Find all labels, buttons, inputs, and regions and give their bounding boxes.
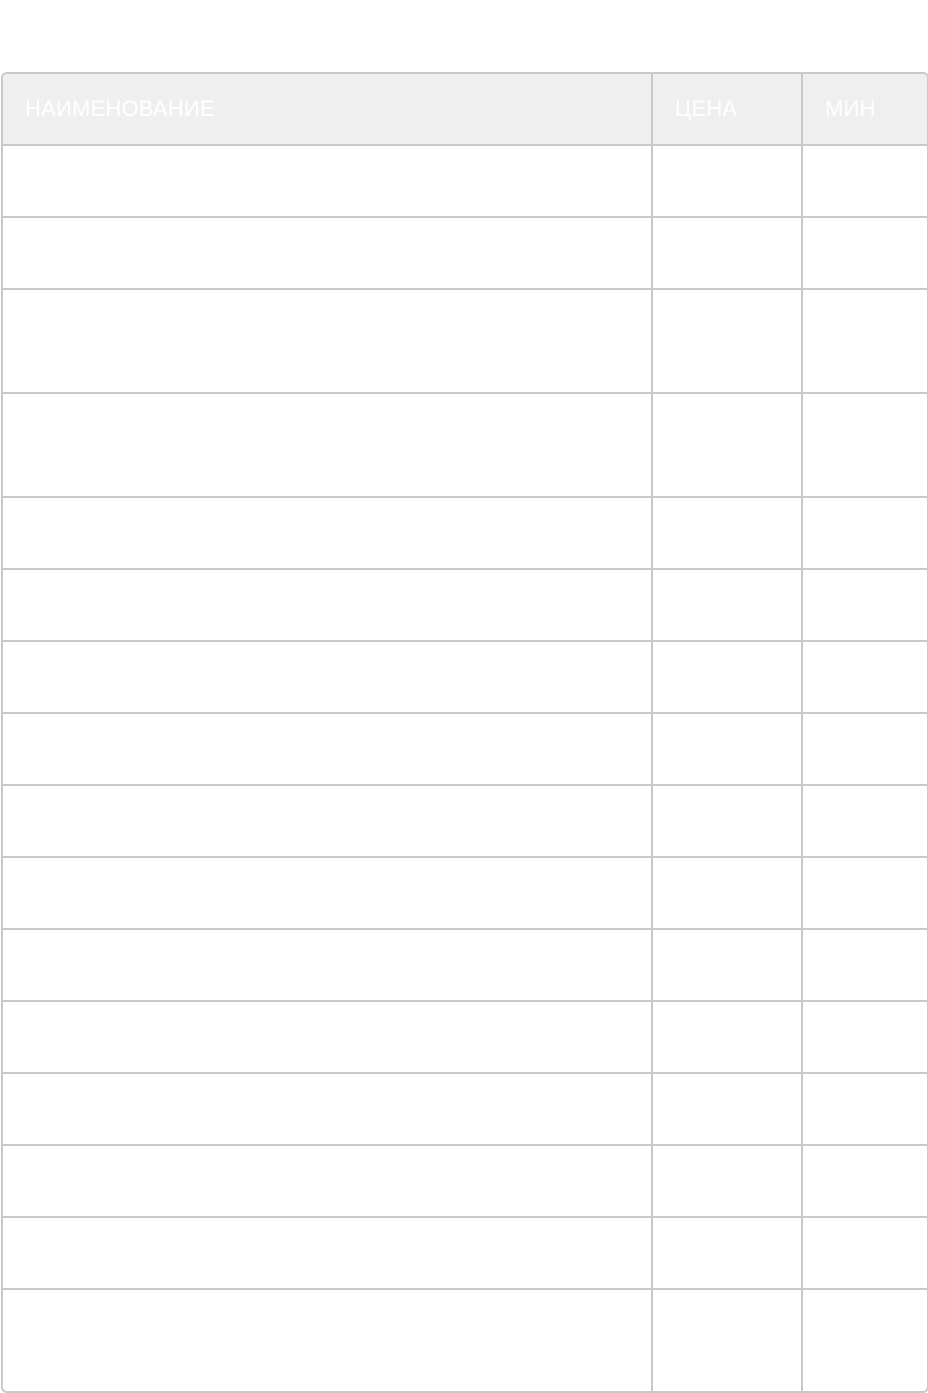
cell-price[interactable]: [652, 1289, 802, 1392]
table-row: [3, 1073, 927, 1145]
table-row: [3, 713, 927, 785]
cell-min[interactable]: [802, 857, 927, 929]
table-header: [3, 74, 927, 145]
cell-name[interactable]: [3, 145, 652, 217]
cell-name[interactable]: [3, 1073, 652, 1145]
cell-price[interactable]: [652, 713, 802, 785]
cell-min[interactable]: [802, 1001, 927, 1073]
cell-name[interactable]: [3, 289, 652, 393]
cell-min[interactable]: [802, 217, 927, 289]
table-row: [3, 1145, 927, 1217]
cell-price[interactable]: [652, 1145, 802, 1217]
cell-name[interactable]: [3, 1145, 652, 1217]
cell-min[interactable]: [802, 713, 927, 785]
cell-price[interactable]: [652, 1001, 802, 1073]
cell-min[interactable]: [802, 929, 927, 1001]
cell-name[interactable]: [3, 393, 652, 497]
cell-name[interactable]: [3, 1217, 652, 1289]
cell-price[interactable]: [652, 1217, 802, 1289]
table-body: [3, 145, 927, 1392]
cell-price[interactable]: [652, 289, 802, 393]
cell-price[interactable]: [652, 785, 802, 857]
cell-min[interactable]: [802, 641, 927, 713]
column-header-price[interactable]: ЦЕНА: [652, 74, 802, 145]
table-row: [3, 1217, 927, 1289]
cell-name[interactable]: [3, 785, 652, 857]
cell-name[interactable]: [3, 569, 652, 641]
cell-price[interactable]: [652, 857, 802, 929]
cell-name[interactable]: [3, 929, 652, 1001]
cell-name[interactable]: [3, 713, 652, 785]
cell-price[interactable]: [652, 641, 802, 713]
cell-price[interactable]: [652, 929, 802, 1001]
cell-name[interactable]: [3, 641, 652, 713]
cell-name[interactable]: [3, 497, 652, 569]
table-row: [3, 929, 927, 1001]
cell-price[interactable]: [652, 569, 802, 641]
cell-name[interactable]: [3, 217, 652, 289]
table-row: [3, 641, 927, 713]
cell-price[interactable]: [652, 145, 802, 217]
price-table-container: [1, 72, 928, 1393]
table-row: [3, 569, 927, 641]
price-table: [3, 74, 927, 1392]
cell-name[interactable]: [3, 1001, 652, 1073]
column-header-min[interactable]: МИН: [802, 74, 927, 145]
table-row: [3, 1289, 927, 1392]
column-header-name[interactable]: НАИМЕНОВАНИЕ: [3, 74, 652, 145]
cell-price[interactable]: [652, 393, 802, 497]
cell-min[interactable]: [802, 145, 927, 217]
cell-min[interactable]: [802, 569, 927, 641]
table-row: [3, 393, 927, 497]
cell-min[interactable]: [802, 1217, 927, 1289]
table-row: [3, 289, 927, 393]
table-row: [3, 145, 927, 217]
table-row: [3, 1001, 927, 1073]
cell-min[interactable]: [802, 1073, 927, 1145]
cell-min[interactable]: [802, 393, 927, 497]
cell-min[interactable]: [802, 289, 927, 393]
cell-price[interactable]: [652, 1073, 802, 1145]
cell-min[interactable]: [802, 497, 927, 569]
cell-min[interactable]: [802, 1145, 927, 1217]
table-row: [3, 217, 927, 289]
cell-min[interactable]: [802, 785, 927, 857]
cell-price[interactable]: [652, 217, 802, 289]
cell-name[interactable]: [3, 857, 652, 929]
table-row: [3, 785, 927, 857]
table-row: [3, 497, 927, 569]
table-row: [3, 857, 927, 929]
cell-min[interactable]: [802, 1289, 927, 1392]
cell-name[interactable]: [3, 1289, 652, 1392]
header-row: [3, 74, 927, 145]
cell-price[interactable]: [652, 497, 802, 569]
